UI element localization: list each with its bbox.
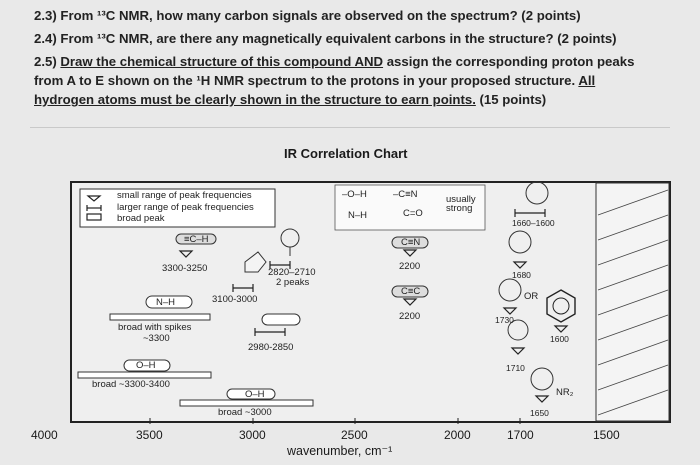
cooh-note: broad ~3000: [218, 407, 272, 418]
cn-range: 2200: [399, 261, 421, 272]
x-tick-2500: 2500: [341, 428, 368, 442]
cc-pill-label: C≡C: [401, 286, 421, 297]
question-2-5-text: assign the corresponding proton peaks: [383, 54, 635, 69]
alkene-structure: [526, 182, 548, 204]
cn-pill-label: C≡N: [401, 237, 421, 248]
amide-arrow: [536, 396, 548, 402]
aldehyde-structure: [281, 229, 299, 247]
cn-arrow: [404, 250, 416, 256]
ketone-range: 1680: [512, 270, 531, 280]
amide-structure: [531, 368, 553, 390]
legend-broad-text: broad peak: [117, 213, 165, 224]
nh-label: N–H: [156, 297, 176, 308]
aldehyde-note: 2 peaks: [276, 277, 310, 288]
alkyne-ch-label: ≡C–H: [184, 234, 209, 245]
ketone-arrow: [514, 262, 526, 268]
ketone-structure: [509, 231, 531, 253]
x-axis-title: wavenumber, cm⁻¹: [287, 444, 393, 458]
usually-label: usually: [446, 194, 476, 205]
aromatic-range: 1600: [550, 334, 569, 344]
x-tick-3000: 3000: [239, 428, 266, 442]
question-2-5-all: All: [578, 73, 596, 88]
x-tick-4000: 4000: [31, 428, 58, 442]
x-tick-1500: 1500: [593, 428, 620, 442]
acid-arrow: [512, 348, 524, 354]
ester-or-label: OR: [524, 291, 539, 302]
ester-structure: [499, 279, 521, 301]
x-axis-ticks: [150, 418, 520, 424]
x-tick-2000: 2000: [444, 428, 471, 442]
strong-label: strong: [446, 203, 473, 214]
top-cn-label: –C≡N: [393, 189, 418, 200]
question-2-3: 2.3) From ¹³C NMR, how many carbon signals are observed on the spectrum? (2 points): [34, 8, 581, 23]
benzene-ring-inner: [553, 298, 569, 314]
alkene-bracket: [515, 209, 545, 217]
sp2-ch-range: 3100-3000: [212, 294, 258, 305]
nh-note-2: ~3300: [143, 333, 170, 344]
question-2-5-number: 2.5): [34, 54, 61, 69]
cc-range: 2200: [399, 311, 421, 322]
nh-note-1: broad with spikes: [118, 322, 192, 333]
question-2-4: 2.4) From ¹³C NMR, are there any magnetically equivalent carbons in the structure? (2 points): [34, 31, 617, 46]
question-2-5-points: (15 points): [475, 92, 547, 107]
oh-label: O–H: [136, 360, 156, 371]
legend-small-range-text: small range of peak frequencies: [117, 190, 252, 201]
nh-broad-bar: [110, 314, 210, 320]
cooh-broad-bar: [180, 400, 313, 406]
sp3-ch-bracket: [255, 328, 285, 336]
alkene-range: 1660–1600: [512, 218, 555, 228]
x-tick-3500: 3500: [136, 428, 163, 442]
ester-arrow: [504, 308, 516, 314]
alkyne-ch-range: 3300-3250: [162, 263, 208, 274]
question-2-5-and: AND: [354, 54, 384, 69]
x-tick-1700: 1700: [507, 428, 534, 442]
vinyl-ch-structure: [245, 252, 266, 272]
top-oh-label: –O–H: [342, 189, 367, 200]
oh-broad-bar: [78, 372, 211, 378]
cc-arrow: [404, 299, 416, 305]
question-2-5-hydrogen-note: hydrogen atoms must be clearly shown in the structure to earn points.: [34, 92, 476, 107]
sp3-ch-pill: [262, 314, 300, 325]
top-nh-label: N–H: [348, 210, 368, 221]
amide-range: 1650: [530, 408, 549, 418]
legend-larger-range-text: larger range of peak frequencies: [117, 202, 254, 213]
cooh-label: O–H: [245, 389, 265, 400]
acid-range: 1710: [506, 363, 525, 373]
amide-nr2-label: NR₂: [556, 387, 574, 398]
question-2-5-line2: from A to E shown on the ¹H NMR spectrum to the protons in your proposed structure.: [34, 73, 579, 88]
aromatic-arrow: [555, 326, 567, 332]
legend-broad-marker: [87, 214, 101, 220]
benzene-ring-structure: [547, 290, 575, 322]
sp3-ch-range: 2980-2850: [248, 342, 294, 353]
chart-title: IR Correlation Chart: [284, 146, 408, 161]
ester-range: 1730: [495, 315, 514, 325]
oh-note: broad ~3300-3400: [92, 379, 170, 390]
aldehyde-range: 2820–2710: [268, 267, 316, 278]
question-2-5-instruction: Draw the chemical structure of this compound: [60, 54, 355, 69]
top-co-label: C=O: [403, 208, 423, 219]
alkyne-ch-arrow: [180, 251, 192, 257]
sp2-ch-bracket: [233, 284, 253, 292]
